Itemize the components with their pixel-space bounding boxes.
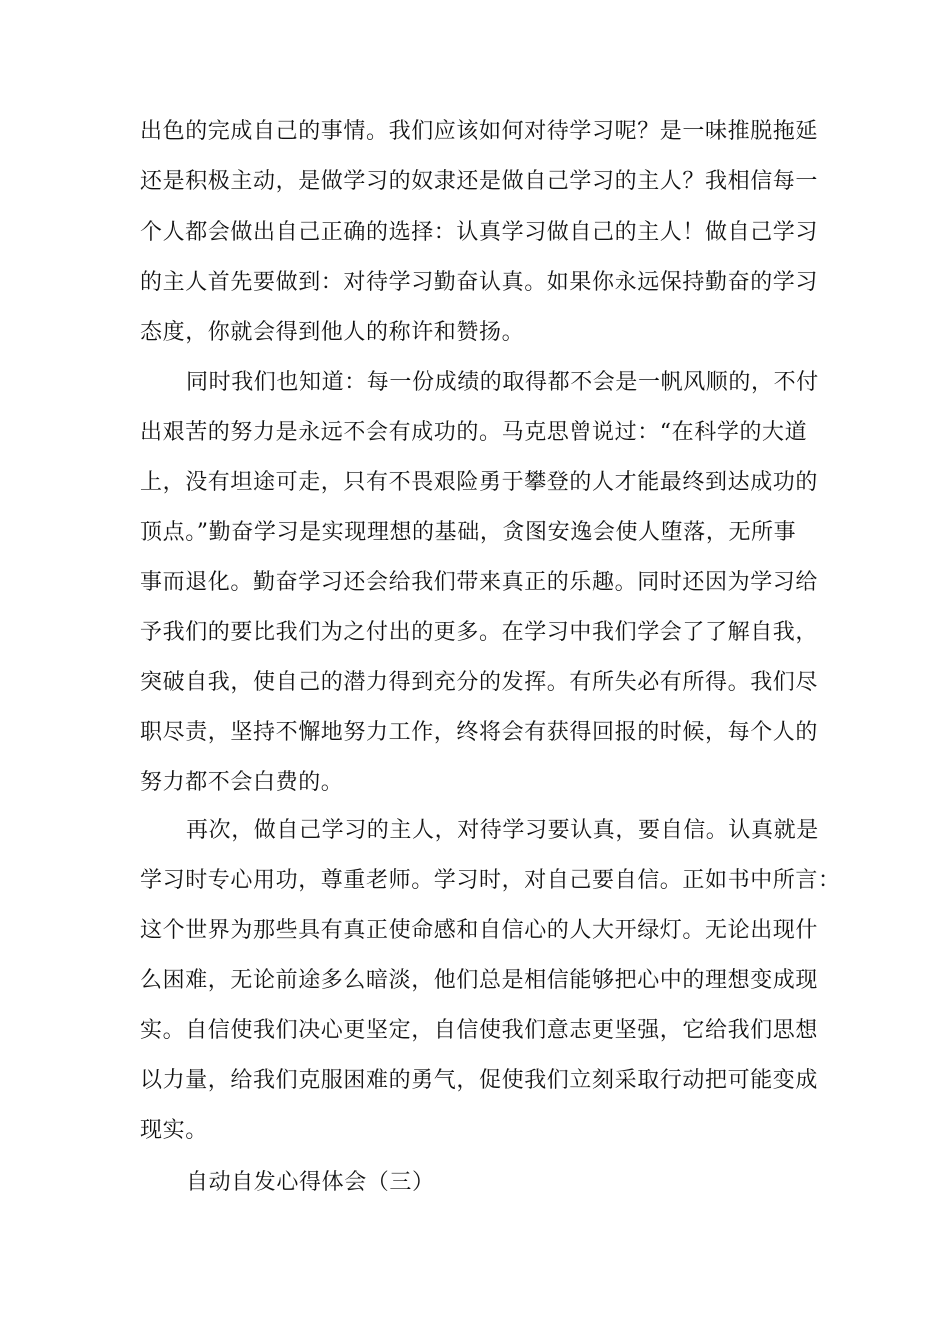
text-line: 事而退化。勤奋学习还会给我们带来真正的乐趣。同时还因为学习给	[140, 570, 819, 595]
text-line: 上，没有坦途可走，只有不畏艰险勇于攀登的人才能最终到达成功的	[140, 470, 819, 495]
text-line: 这个世界为那些具有真正使命感和自信心的人大开绿灯。无论出现什	[140, 918, 819, 943]
text-line: 实。自信使我们决心更坚定，自信使我们意志更坚强，它给我们思想	[140, 1018, 819, 1043]
text-line: 努力都不会白费的。	[140, 770, 344, 795]
text-line: 的主人首先要做到：对待学习勤奋认真。如果你永远保持勤奋的学习	[140, 270, 819, 295]
section-heading: 自动自发心得体会（三）	[186, 1170, 435, 1195]
text-line: 还是积极主动，是做学习的奴隶还是做自己学习的主人？我相信每一	[140, 169, 819, 194]
text-line: 突破自我，使自己的潜力得到充分的发挥。有所失必有所得。我们尽	[140, 670, 819, 695]
text-line: 个人都会做出自己正确的选择：认真学习做自己的主人！做自己学习	[140, 220, 819, 245]
text-line: 现实。	[140, 1118, 208, 1143]
paragraph-start: 再次，做自己学习的主人，对待学习要认真，要自信。认真就是	[186, 818, 819, 843]
text-line: 学习时专心用功，尊重老师。学习时，对自己要自信。正如书中所言：	[140, 868, 841, 893]
text-line: 职尽责，坚持不懈地努力工作，终将会有获得回报的时候，每个人的	[140, 720, 819, 745]
text-line: 么困难，无论前途多么暗淡，他们总是相信能够把心中的理想变成现	[140, 968, 819, 993]
paragraph-start: 同时我们也知道：每一份成绩的取得都不会是一帆风顺的，不付	[186, 370, 819, 395]
text-line: 顶点。”勤奋学习是实现理想的基础，贪图安逸会使人堕落，无所事	[140, 520, 797, 545]
text-line: 以力量，给我们克服困难的勇气，促使我们立刻采取行动把可能变成	[140, 1068, 819, 1093]
text-line: 出色的完成自己的事情。我们应该如何对待学习呢？是一味推脱拖延	[140, 119, 819, 144]
text-line: 态度，你就会得到他人的称许和赞扬。	[140, 320, 525, 345]
text-line: 出艰苦的努力是永远不会有成功的。马克思曾说过：“在科学的大道	[140, 420, 808, 445]
text-line: 予我们的要比我们为之付出的更多。在学习中我们学会了了解自我，	[140, 620, 819, 645]
